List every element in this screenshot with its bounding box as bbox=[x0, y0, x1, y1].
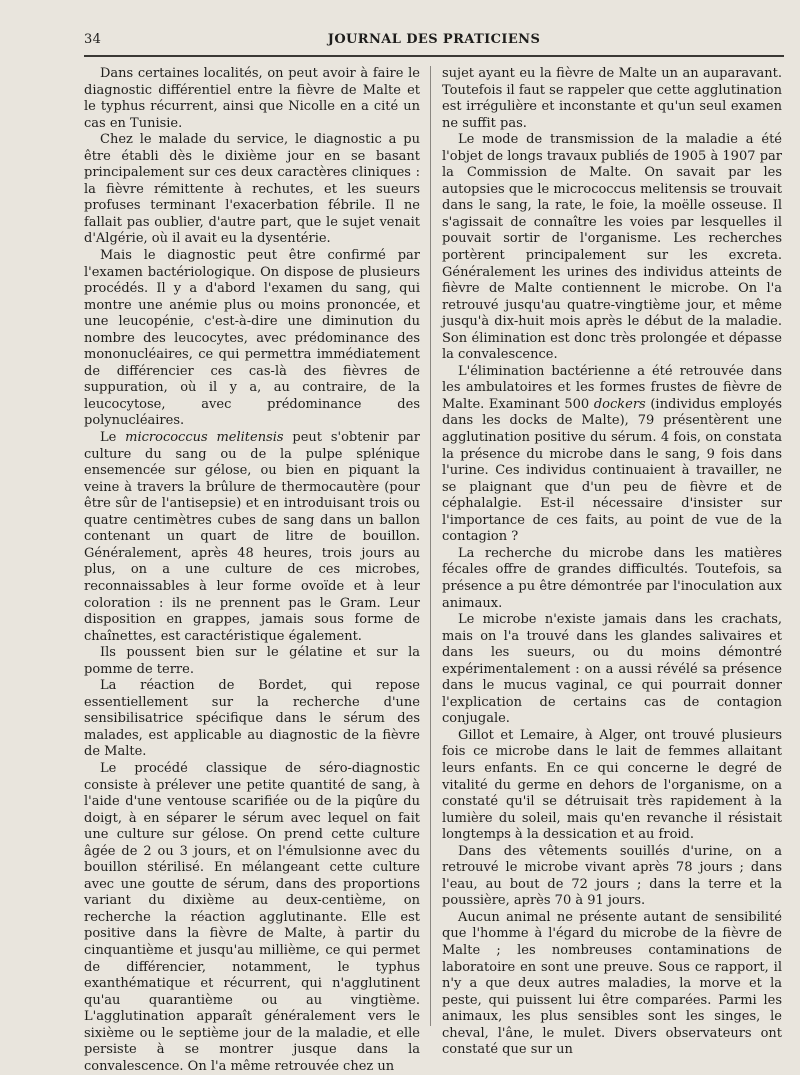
paragraph: Chez le malade du service, le diagnostic a pu être établi dès le dixième jour en se basant principalement sur ces deux caractères cliniques : la fièvre rémittente à rechutes, et les sueurs profuses terminant l'exacerbation fébrile. Il ne fallait pas oublier, d'autre part, que le sujet venait d'Algérie, où il avait eu la dysentérie. bbox=[84, 132, 420, 247]
paragraph: Mais le diagnostic peut être confirmé par l'examen bactériologique. On dispose de plusieurs procédés. Il y a d'abord l'examen du sang, qui montre une anémie plus ou moins prononcée, et une leucopénie, c'est-à-dire une diminution du nombre des leucocytes, avec prédominance des mononucléaires, ce qui permettra immédiatement de différencier ces cas-là des fièvres de suppuration, où il y a, au contraire, de la leucocytose, avec prédominance des polynucléaires. bbox=[84, 248, 420, 429]
paragraph: Dans des vêtements souillés d'urine, on a retrouvé le microbe vivant après 78 jours ; dans l'eau, au bout de 72 jours ; dans la terre et la poussière, après 70 à 91 jours. bbox=[442, 843, 782, 909]
page-header bbox=[84, 30, 784, 50]
paragraph bbox=[84, 430, 420, 645]
header-rule bbox=[84, 55, 784, 57]
paragraph: Ils poussent bien sur le gélatine et sur la pomme de terre. bbox=[84, 645, 420, 677]
left-column bbox=[84, 66, 420, 1075]
text-run: L'élimination bactérienne a été retrouvée dans les ambulatoires et les formes frustes de fièvre de Malte. Examinant 500 bbox=[442, 363, 782, 412]
paragraph: Le microbe n'existe jamais dans les crachats, mais on l'a trouvé dans les glandes salivaires et dans les sueurs, ou du moins démontré expérimentalement : on a aussi révélé sa présence dans le mucus vaginal, ce qui pourrait donner l'explication de certains cas de contagion conjugale. bbox=[442, 612, 782, 727]
text-run: Le bbox=[100, 430, 126, 446]
journal-title: JOURNAL DES PRATICIENS bbox=[327, 32, 541, 47]
right-column bbox=[442, 66, 782, 1059]
paragraph: sujet ayant eu la fièvre de Malte un an auparavant. Toutefois il faut se rappeler que cette agglutination est irrégulière et inconstante et qu'un seul examen ne suffit pas. bbox=[442, 66, 782, 131]
text-run: (individus employés dans les docks de Malte), 79 présentèrent une agglutination positive du sérum. 4 fois, on constata la présence du microbe dans le sang, 9 fois dans l'urine. Ces individus continuaient à travailler, ne se plaignant que d'un peu de fièvre et de céphalalgie. Est-il nécessaire d'insister sur l'importance de ces faits, au point de vue de la contagion ? bbox=[442, 396, 782, 545]
page-number: 34 bbox=[84, 32, 102, 47]
paragraph: Gillot et Lemaire, à Alger, ont trouvé plusieurs fois ce microbe dans le lait de femmes allaitant leurs enfants. En ce qui concerne le degré de vitalité du germe en dehors de l'organisme, on a constaté qu'il se détruisait très rapidement à la lumière du soleil, mais qu'en revanche il résistait longtemps à la dessication et au froid. bbox=[442, 727, 782, 843]
species-name: micrococcus melitensis bbox=[125, 430, 284, 446]
paragraph: Le procédé classique de séro-diagnostic consiste à prélever une petite quantité de sang, à l'aide d'une ventouse scarifiée ou de la piqûre du doigt, à en séparer le sérum avec lequel on fait une culture sur gélose. On prend cette culture âgée de 2 ou 3 jours, et on l'émulsionne avec du bouillon stérilisé. En mélangeant cette culture avec une goutte de sérum, dans des proportions variant du dixième au deux-centième, on recherche la réaction agglutinante. Elle est positive dans la fièvre de Malte, à partir du cinquantième et jusqu'au millième, ce qui permet de différencier, notamment, le typhus exanthématique et récurrent, qui n'agglutinent qu'au quarantième ou au vingtième. L'agglutination apparaît généralement vers le sixième ou le septième jour de la maladie, et elle persiste à se montrer jusque dans la convalescence. On l'a même retrouvée chez un bbox=[84, 760, 420, 1074]
paragraph: Dans certaines localités, on peut avoir à faire le diagnostic différentiel entre la fièvre de Malte et le typhus récurrent, ainsi que Nicolle en a cité un cas en Tunisie. bbox=[84, 66, 420, 131]
italic-term: dockers bbox=[593, 396, 646, 412]
paragraph: Le mode de transmission de la maladie a été l'objet de longs travaux publiés de 1905 à 1907 par la Commission de Malte. On savait par les autopsies que le micrococcus melitensis se trouvait dans le sang, la rate, le foie, la moëlle osseuse. Il s'agissait de connaître les voies par lesquelles il pouvait sortir de l'organisme. Les recherches portèrent principalement sur les excreta. Généralement les urines des individus atteints de fièvre de Malte contiennent le microbe. On l'a retrouvé jusqu'au quatre-vingtième jour, et même jusqu'à dix-huit mois après le début de la maladie. Son élimination est donc très prolongée et dépasse la convalescence. bbox=[442, 132, 782, 363]
paragraph bbox=[442, 364, 782, 546]
text-run: peut s'obtenir par culture du sang ou de la pulpe splénique ensemencée sur gélose, ou bien en piquant la veine à travers la brûlure de thermocautère (pour être sûr de l'antisepsie) et en introduisant trois ou quatre centimètres cubes de sang dans un ballon contenant un quart de litre de bouillon. Généralement, après 48 heures, trois jours au plus, on a une culture de ces microbes, reconnaissables à leur forme ovoïde et à leur coloration : ils ne prennent pas le Gram. Leur disposition en grappes, jamais sous forme de chaînettes, est caractéristique également. bbox=[84, 430, 420, 644]
paragraph: La réaction de Bordet, qui repose essentiellement sur la recherche d'une sensibilisatrice spécifique dans le sérum des malades, est applicable au diagnostic de la fièvre de Malte. bbox=[84, 678, 420, 760]
paragraph: Aucun animal ne présente autant de sensibilité que l'homme à l'égard du microbe de la fièvre de Malte ; les nombreuses contaminations de laboratoire en sont une preuve. Sous ce rapport, il n'y a que deux autres maladies, la morve et la peste, qui puissent lui être comparées. Parmi les animaux, les plus sensibles sont les singes, le cheval, l'âne, le mulet. Divers observateurs ont constaté que sur un bbox=[442, 909, 782, 1058]
paragraph: La recherche du microbe dans les matières fécales offre de grandes difficultés. Toutefois, sa présence a pu être démontrée par l'inoculation aux animaux. bbox=[442, 545, 782, 611]
column-divider bbox=[430, 66, 431, 1026]
